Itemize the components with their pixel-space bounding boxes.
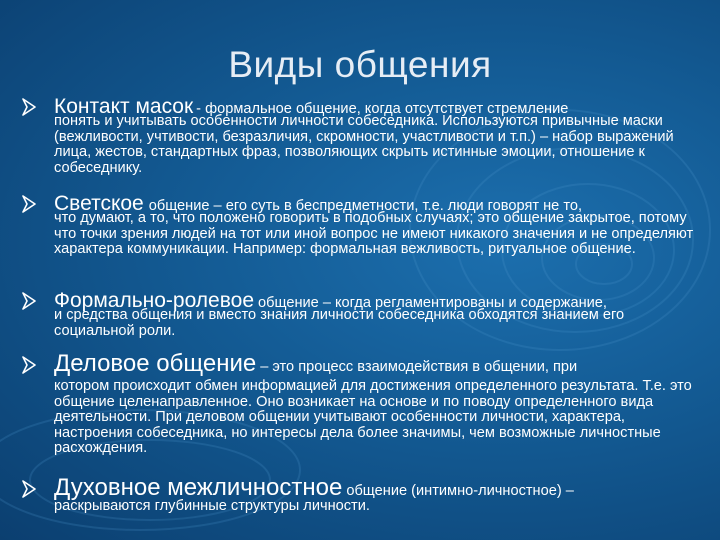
item-term: Светское (54, 192, 144, 215)
item-lead: - формальное общение, когда отсутствует стремление (196, 101, 569, 117)
item-body: понять и учитывать особенности личности собеседника. Используются привычные маски (вежливости, учтивости, безразличия, скромности, участливости и т.п.) – набор выражений лица, жестов, стандартных фраз, позволяющих скрыть истинные эмоции, отношение к собеседнику. (54, 113, 674, 176)
item-term: Контакт масок (54, 95, 194, 118)
item-body: и средства общения и вместо знания личности собеседника обходятся знанием его социальной роли. (54, 307, 625, 339)
slide-title: Виды общения (228, 44, 492, 85)
item-term: Деловое общение (54, 350, 257, 377)
arrow-bullet-icon (22, 292, 36, 310)
item-lead: общение (интимно-личностное) – (346, 483, 574, 499)
arrow-bullet-icon (22, 98, 36, 116)
arrow-bullet-icon (22, 195, 36, 213)
arrow-bullet-icon (22, 356, 36, 374)
item-term: Духовное межличностное (54, 474, 343, 501)
item-term: Формально-ролевое (54, 289, 255, 312)
item-lead: – это процесс взаимодействия в общении, при (260, 359, 578, 375)
item-body: раскрываются глубинные структуры личности. (54, 498, 370, 514)
item-lead: общение – когда регламентированы и содержание, (258, 295, 607, 311)
item-body: котором происходит обмен информацией для достижения определенного результата. Т.е. это общение целенаправленное. Оно возникает на основе и по поводу определенного вида деятельности. При деловом общении учитывают особенности личности, характера, настроения собеседника, но интересы дела более значимы, чем возможные личностные расхождения. (54, 378, 692, 457)
arrow-bullet-icon (22, 480, 36, 498)
item-lead: общение – его суть в беспредметности, т.е. люди говорят не то, (148, 198, 583, 214)
item-body: что думают, а то, что положено говорить в подобных случаях; это общение закрытое, потому что точки зрения людей на тот или иной вопрос не имеют никакого значения и не определяют характера коммуникации. Например: формальная вежливость, ритуальное общение. (54, 210, 694, 258)
